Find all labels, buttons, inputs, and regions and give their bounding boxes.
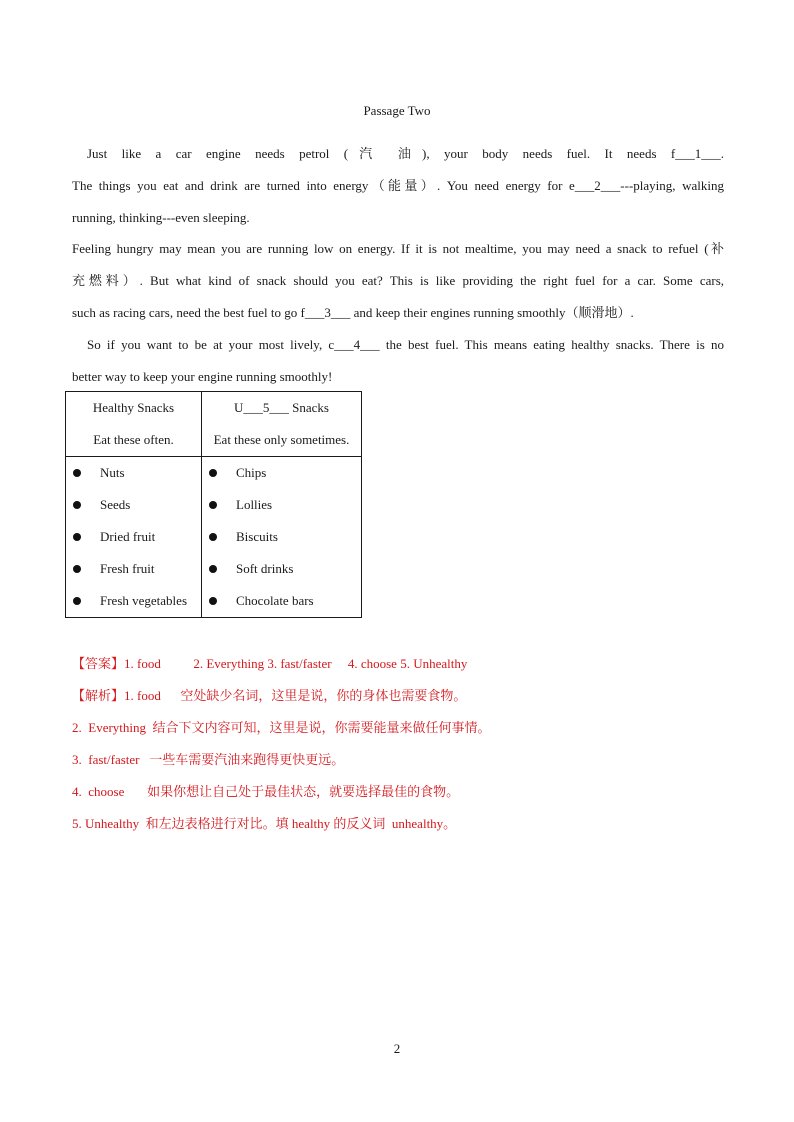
table-header-row bbox=[66, 392, 362, 457]
healthy-item-label: Fresh vegetables bbox=[100, 593, 188, 608]
unhealthy-header-cell bbox=[202, 392, 362, 457]
bullet-icon bbox=[209, 501, 217, 509]
analysis-item-5: 5. Unhealthy 和左边表格进行对比。填 healthy 的反义词 unhealthy。 bbox=[72, 816, 457, 831]
healthy-header-title: Healthy Snacks bbox=[92, 400, 175, 415]
page-number: 2 bbox=[393, 1041, 401, 1056]
unhealthy-item-label: Biscuits bbox=[236, 529, 278, 544]
passage-title: Passage Two bbox=[363, 103, 431, 118]
unhealthy-item-label: Soft drinks bbox=[236, 561, 294, 576]
analysis-item-2: 2. Everything 结合下文内容可知，这里是说，你需要能量来做任何事情。 bbox=[72, 720, 491, 735]
list-item bbox=[202, 521, 361, 553]
healthy-list-cell bbox=[66, 457, 202, 618]
healthy-header-subtitle: Eat these often. bbox=[93, 432, 174, 447]
unhealthy-item-label: Lollies bbox=[236, 497, 273, 512]
bullet-icon bbox=[209, 469, 217, 477]
healthy-header-cell bbox=[66, 392, 202, 457]
unhealthy-item-label: Chocolate bars bbox=[236, 593, 314, 608]
healthy-item-label: Nuts bbox=[100, 465, 125, 480]
list-item bbox=[66, 553, 201, 585]
healthy-item-label: Fresh fruit bbox=[100, 561, 155, 576]
bullet-icon bbox=[73, 533, 81, 541]
bullet-icon bbox=[73, 565, 81, 573]
paragraph-2-line-3: such as racing cars, need the best fuel to go f___3___ and keep their engines running smoothly（顺滑地）. bbox=[72, 305, 634, 320]
bullet-icon bbox=[209, 565, 217, 573]
list-item bbox=[202, 457, 361, 489]
paragraph-1-line-3: running, thinking---even sleeping. bbox=[72, 210, 250, 225]
bullet-icon bbox=[73, 501, 81, 509]
table-body-row bbox=[66, 457, 362, 618]
list-item bbox=[66, 489, 201, 521]
answer-key: 【答案】1. food 2. Everything 3. fast/faster 4. choose 5. Unhealthy bbox=[72, 656, 468, 671]
bullet-icon bbox=[73, 469, 81, 477]
analysis-item-4: 4. choose 如果你想让自己处于最佳状态，就要选择最佳的食物。 bbox=[72, 784, 460, 799]
snacks-table bbox=[65, 391, 362, 618]
paragraph-3-line-1: So if you want to be at your most lively, c___4___ the best fuel. This means eating healthy snacks. There is no bbox=[87, 337, 724, 352]
list-item bbox=[202, 585, 361, 617]
paragraph-2-line-1: Feeling hungry may mean you are running low on energy. If it is not mealtime, you may need a snack to refuel (补 bbox=[72, 241, 724, 256]
healthy-item-label: Dried fruit bbox=[100, 529, 156, 544]
list-item bbox=[202, 553, 361, 585]
list-item bbox=[202, 489, 361, 521]
paragraph-1-line-1: Just like a car engine needs petrol (汽 油), your body needs fuel. It needs f___1___. bbox=[87, 146, 724, 161]
paragraph-1-line-2: The things you eat and drink are turned into energy（能量）. You need energy for e___2___---playing, walking bbox=[72, 178, 724, 193]
list-item bbox=[66, 457, 201, 489]
unhealthy-list-cell bbox=[202, 457, 362, 618]
list-item bbox=[66, 585, 201, 617]
unhealthy-header-title: U___5___ Snacks bbox=[234, 400, 329, 415]
bullet-icon bbox=[209, 533, 217, 541]
analysis-item-3: 3. fast/faster 一些车需要汽油来跑得更快更远。 bbox=[72, 752, 345, 767]
healthy-item-label: Seeds bbox=[100, 497, 131, 512]
unhealthy-item-label: Chips bbox=[236, 465, 267, 480]
paragraph-3-line-2: better way to keep your engine running smoothly! bbox=[72, 369, 333, 384]
analysis-item-1: 【解析】1. food 空处缺少名词，这里是说，你的身体也需要食物。 bbox=[72, 688, 467, 703]
bullet-icon bbox=[73, 597, 81, 605]
list-item bbox=[66, 521, 201, 553]
paragraph-2-line-2: 充燃料）. But what kind of snack should you eat? This is like providing the right fuel for a car. Some cars, bbox=[72, 273, 724, 288]
bullet-icon bbox=[209, 597, 217, 605]
unhealthy-header-subtitle: Eat these only sometimes. bbox=[213, 432, 350, 447]
